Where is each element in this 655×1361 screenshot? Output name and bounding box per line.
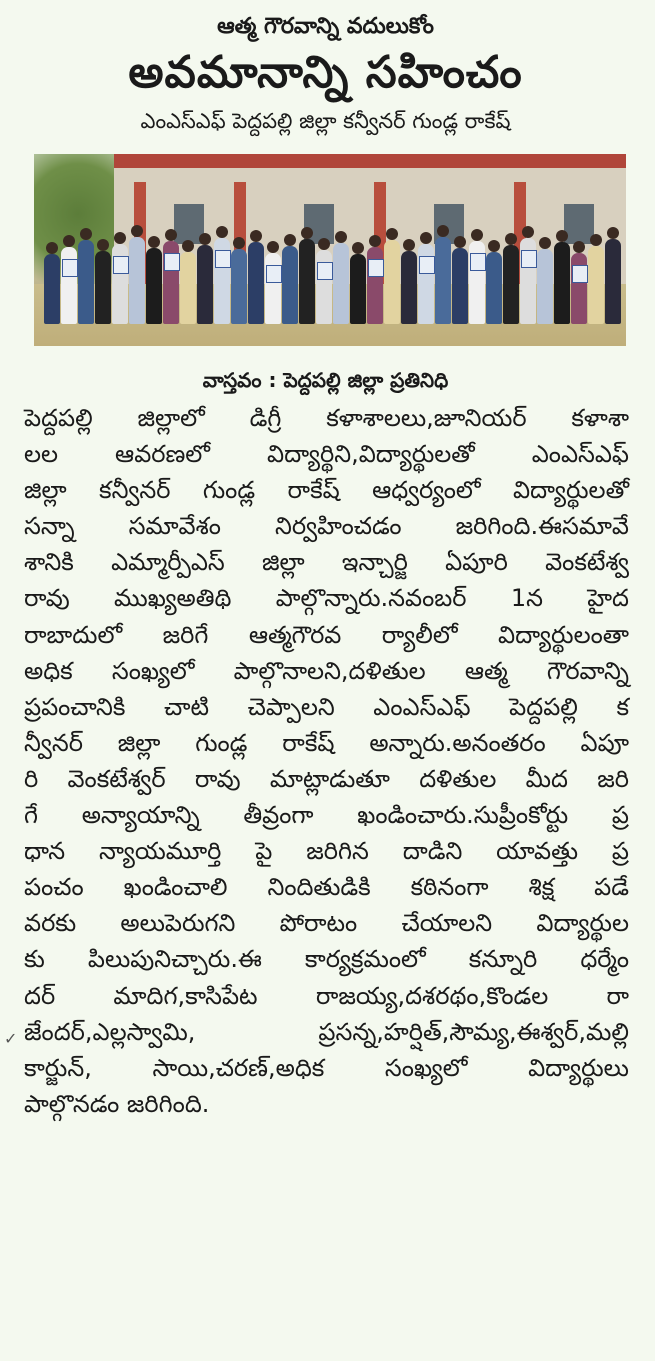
- photo-person-head: [335, 231, 347, 243]
- photo-person: [537, 249, 553, 324]
- photo-placard: [62, 259, 78, 277]
- photo-person: [282, 246, 298, 324]
- photo-placard: [368, 259, 384, 277]
- photo-placard: [164, 253, 180, 271]
- photo-person-head: [46, 242, 58, 254]
- photo-person-head: [352, 242, 364, 254]
- photo-person-head: [403, 239, 415, 251]
- photo-person: [503, 245, 519, 324]
- photo-person-head: [80, 228, 92, 240]
- photo-person-head: [114, 232, 126, 244]
- photo-placard: [317, 262, 333, 280]
- photo-placard: [419, 256, 435, 274]
- photo-person-head: [369, 235, 381, 247]
- body-line: శానికి ఎమ్మార్పీఎస్ జిల్లా ఇన్చార్జి ఏపూరి వెంకటేశ్వ: [24, 548, 629, 577]
- body-line: సన్నా సమావేశం నిర్వహించడం జరిగింది.ఈసమావే: [24, 512, 629, 541]
- photo-person: [435, 237, 451, 324]
- photo-person-head: [471, 229, 483, 241]
- body-line: జేందర్,ఎల్లస్వామి, ప్రసన్న,హర్షిత్,సౌమ్య,ఈశ్వర్,మల్లి: [24, 1017, 629, 1046]
- photo-person: [146, 248, 162, 324]
- body-line: జిల్లా కన్వీనర్ గుండ్ల రాకేష్ ఆధ్వర్యంలో విద్యార్థులతో: [24, 476, 629, 505]
- body-line: రావు ముఖ్యఅతిథి పాల్గొన్నారు.నవంబర్ 1న హైద: [24, 584, 629, 613]
- photo-person-head: [267, 241, 279, 253]
- photo-person: [401, 251, 417, 324]
- photo-person-head: [148, 236, 160, 248]
- photo-placard: [113, 256, 129, 274]
- photo-person: [452, 248, 468, 324]
- body-line: రి వెంకటేశ్వర్ రావు మాట్లాడుతూ దళితుల మీద జరి: [24, 764, 629, 793]
- photo-person: [299, 239, 315, 324]
- photo-person-head: [182, 240, 194, 252]
- photo-placard: [521, 250, 537, 268]
- photo-person-head: [216, 226, 228, 238]
- photo-person-head: [573, 241, 585, 253]
- photo-person-head: [522, 226, 534, 238]
- body-line: కు పిలుపునిచ్చారు.ఈ కార్యక్రమంలో కన్నూరి ధర్మేం: [24, 945, 629, 974]
- photo-person: [78, 240, 94, 324]
- photo-person-head: [318, 238, 330, 250]
- body-line: ధాన న్యాయమూర్తి పై జరిగిన దాడిని యావత్తు ప్ర: [24, 837, 629, 866]
- photo-person: [265, 253, 281, 324]
- photo-person: [333, 243, 349, 324]
- photo-person: [605, 239, 621, 324]
- photo-person: [44, 254, 60, 324]
- subheadline: ఎంఎస్ఎఫ్ పెద్దపల్లి జిల్లా కన్వీనర్ గుండ్ల రాకేష్: [140, 109, 511, 133]
- photo-person: [129, 237, 145, 324]
- body-line: పాల్గొనడం జరిగింది.: [24, 1089, 210, 1118]
- photo-person: [95, 251, 111, 324]
- photo-person-head: [556, 230, 568, 242]
- photo-person-head: [386, 228, 398, 240]
- byline: వాస్తవం : పెద్దపల్లి జిల్లా ప్రతినిధి: [202, 368, 449, 392]
- body-line: వరకు అలుపెరుగని పోరాటం చేయాలని విద్యార్థుల: [24, 909, 629, 938]
- photo-person-head: [301, 227, 313, 239]
- body-line: లల ఆవరణలో విద్యార్థిని,విద్యార్థులతో ఎంఎస్ఎఫ్: [24, 440, 629, 469]
- photo-person-head: [97, 239, 109, 251]
- photo-person-head: [488, 240, 500, 252]
- body-line: గే అన్యాయాన్ని తీవ్రంగా ఖండించారు.సుప్రీంకోర్టు ప్ర: [24, 801, 629, 830]
- margin-check-mark: ✓: [4, 1029, 18, 1048]
- headline: అవమానాన్ని సహించం: [128, 47, 523, 98]
- photo-person-head: [437, 225, 449, 237]
- body-line: కార్జున్, సాయి,చరణ్,అధిక సంఖ్యలో విద్యార్థులు: [24, 1053, 629, 1082]
- photo-person: [248, 242, 264, 324]
- photo-person: [554, 242, 570, 324]
- photo-person: [384, 240, 400, 324]
- body-line: న్వీనర్ జిల్లా గుండ్ల రాకేష్ అన్నారు.అనంతరం ఏపూ: [24, 728, 629, 757]
- photo-person-head: [420, 232, 432, 244]
- body-line: ప్రపంచానికి చాటి చెప్పాలని ఎంఎస్ఎఫ్ పెద్దపల్లి క: [24, 692, 629, 721]
- photo-person-head: [539, 237, 551, 249]
- body-line: దర్ మాదిగ,కాసిపేట రాజయ్య,దశరథం,కొండల రా: [24, 981, 629, 1010]
- kicker: ఆత్మ గౌరవాన్ని వదులుకోం: [217, 14, 434, 39]
- photo-person: [197, 245, 213, 324]
- photo-person-head: [250, 230, 262, 242]
- photo-person-head: [607, 227, 619, 239]
- photo-placard: [572, 265, 588, 283]
- photo-person: [486, 252, 502, 324]
- photo-person-head: [63, 235, 75, 247]
- photo-person: [571, 253, 587, 324]
- photo-placard: [266, 265, 282, 283]
- photo-person: [350, 254, 366, 324]
- photo-person: [588, 246, 604, 324]
- body-line: పంచం ఖండించాలి నిందితుడికి కఠినంగా శిక్ష పడే: [24, 873, 630, 902]
- body-line: అధిక సంఖ్యలో పాల్గొనాలని,దళితుల ఆత్మ గౌరవాన్ని: [24, 656, 629, 685]
- photo-person-head: [131, 225, 143, 237]
- photo-person-head: [590, 234, 602, 246]
- article-body: [24, 400, 630, 1122]
- photo-person-head: [165, 229, 177, 241]
- photo-placard: [215, 250, 231, 268]
- body-line: రాబాదులో జరిగే ఆత్మగౌరవ ర్యాలీలో విద్యార్థులంతా: [24, 620, 629, 649]
- group-photo: [34, 154, 626, 346]
- photo-person-head: [199, 233, 211, 245]
- photo-person-head: [233, 237, 245, 249]
- photo-person-head: [505, 233, 517, 245]
- body-line: పెద్దపల్లి జిల్లాలో డిగ్రీ కళాశాలలు,జూనియర్ కళాశా: [24, 404, 629, 432]
- photo-person: [231, 249, 247, 324]
- photo-person-head: [284, 234, 296, 246]
- photo-person-head: [454, 236, 466, 248]
- photo-person: [180, 252, 196, 324]
- photo-placard: [470, 253, 486, 271]
